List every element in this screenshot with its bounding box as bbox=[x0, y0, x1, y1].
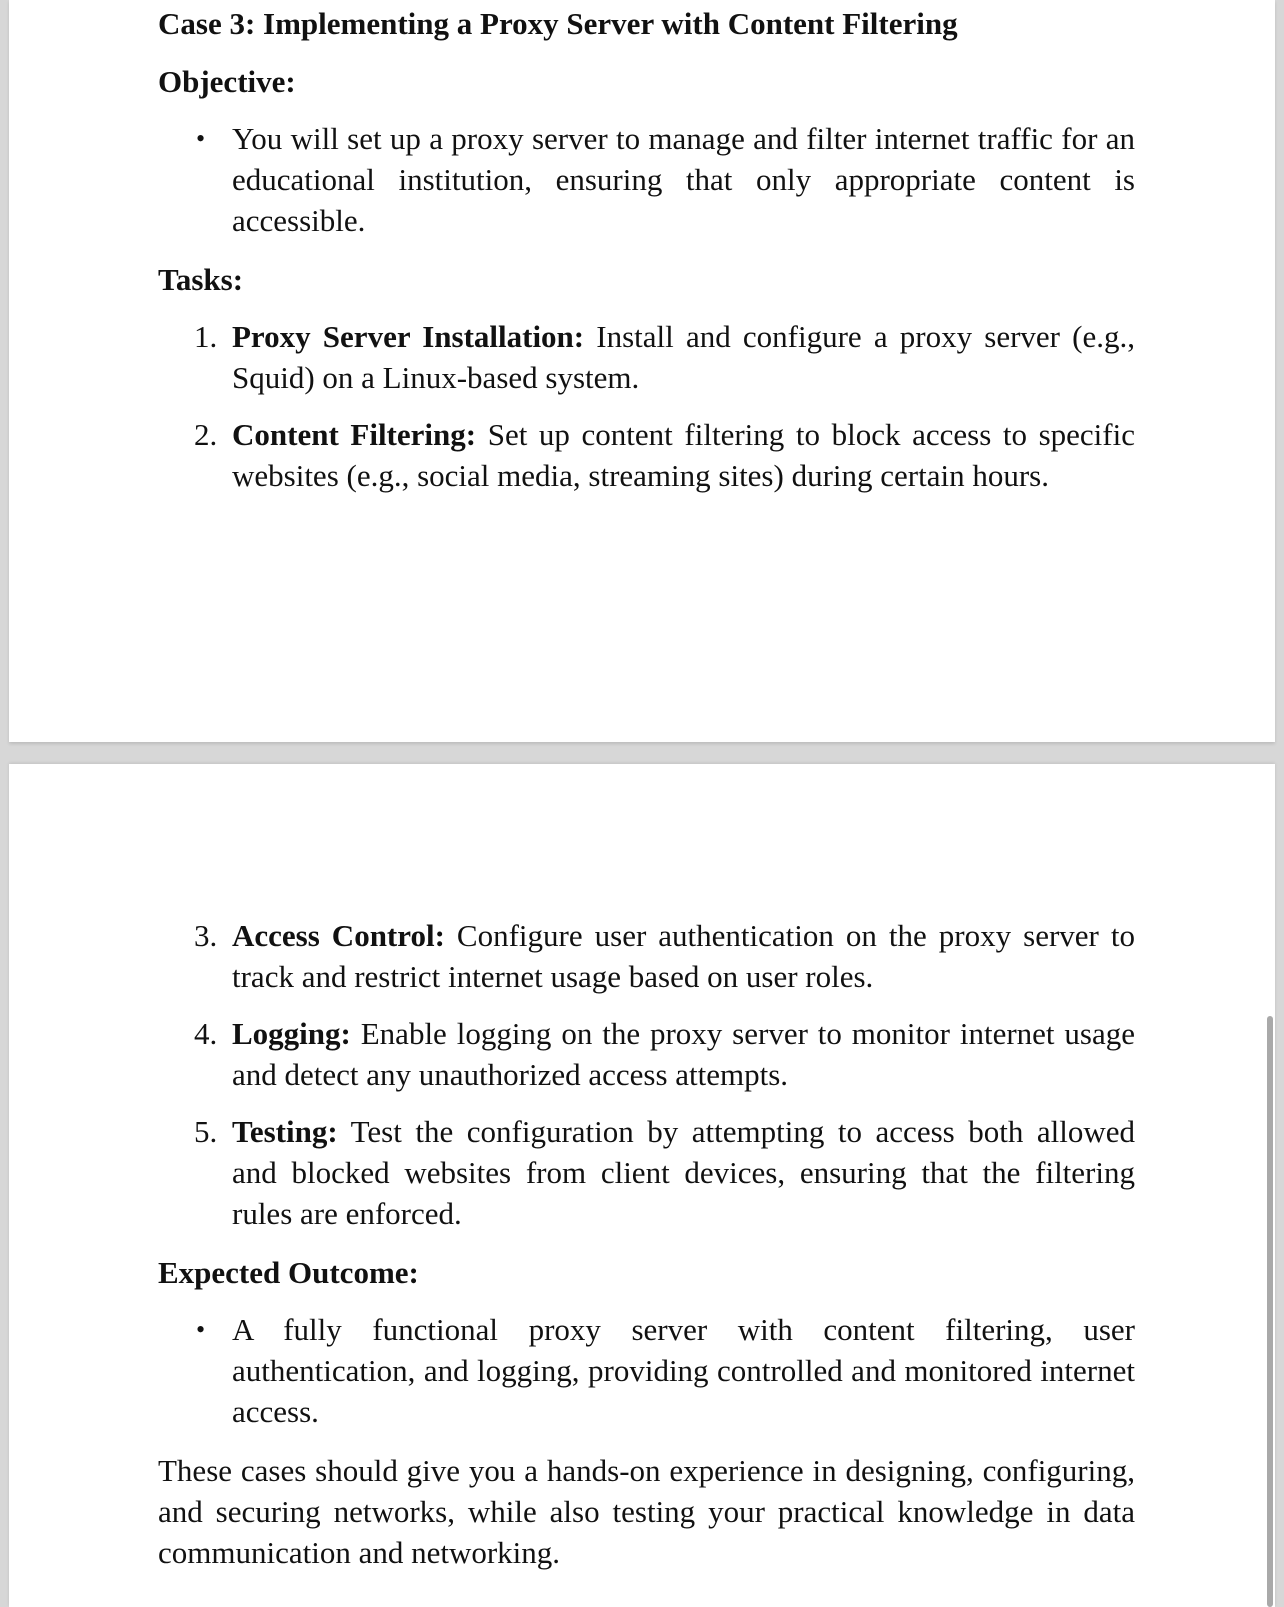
task-number: 2. bbox=[194, 417, 218, 452]
outcome-item bbox=[158, 1309, 1135, 1432]
outcome-text: A fully functional proxy server with content filtering, user authentication, and logging, providing controlled and monitored internet access. bbox=[232, 1312, 1135, 1429]
task-number: 3. bbox=[194, 918, 218, 953]
task-text: Enable logging on the proxy server to monitor internet usage and detect any unauthorized access attempts. bbox=[232, 1016, 1135, 1092]
bullet-icon: • bbox=[196, 1315, 206, 1344]
task-item-1 bbox=[158, 316, 1135, 398]
bullet-icon: • bbox=[196, 124, 206, 153]
task-list-continued bbox=[158, 915, 1135, 1234]
outcome-list bbox=[158, 1309, 1135, 1432]
document-page-2 bbox=[9, 764, 1275, 1607]
task-text: Install and configure a proxy server (e.g., Squid) on a Linux-based system. bbox=[232, 319, 1135, 395]
task-label: Proxy Server Installation: bbox=[232, 319, 585, 354]
task-list bbox=[158, 316, 1135, 496]
task-text: Test the configuration by attempting to access both allowed and blocked websites from client devices, ensuring that the filtering rules are enforced. bbox=[232, 1114, 1135, 1231]
task-number: 5. bbox=[194, 1114, 218, 1149]
task-item-4 bbox=[158, 1013, 1135, 1095]
objective-item bbox=[158, 118, 1135, 241]
objective-heading: Objective: bbox=[158, 64, 296, 99]
task-text: Set up content filtering to block access to specific websites (e.g., social media, streaming sites) during certain hours. bbox=[232, 417, 1135, 493]
case-title: Case 3: Implementing a Proxy Server with Content Filtering bbox=[158, 6, 958, 41]
task-label: Logging: bbox=[232, 1016, 351, 1051]
expected-outcome-heading: Expected Outcome: bbox=[158, 1255, 419, 1290]
task-label: Access Control: bbox=[232, 918, 445, 953]
objective-list bbox=[158, 118, 1135, 241]
page-2-content bbox=[158, 915, 1135, 1604]
tasks-heading: Tasks: bbox=[158, 262, 244, 297]
task-text: Configure user authentication on the proxy server to track and restrict internet usage based on user roles. bbox=[232, 918, 1135, 994]
scrollbar-thumb[interactable] bbox=[1267, 1016, 1273, 1607]
objective-text: You will set up a proxy server to manage and filter internet traffic for an educational institution, ensuring that only appropriate content is accessible. bbox=[232, 121, 1135, 238]
task-label: Content Filtering: bbox=[232, 417, 477, 452]
closing-paragraph: These cases should give you a hands-on experience in designing, configuring, and securing networks, while also testing your practical knowledge in data communication and networking. bbox=[158, 1453, 1135, 1570]
page-1-content bbox=[158, 3, 1135, 496]
task-item-2 bbox=[158, 414, 1135, 496]
task-item-3 bbox=[158, 915, 1135, 997]
task-number: 1. bbox=[194, 319, 218, 354]
task-item-5 bbox=[158, 1111, 1135, 1234]
task-label: Testing: bbox=[232, 1114, 338, 1149]
document-page-1 bbox=[9, 0, 1275, 742]
task-number: 4. bbox=[194, 1016, 218, 1051]
